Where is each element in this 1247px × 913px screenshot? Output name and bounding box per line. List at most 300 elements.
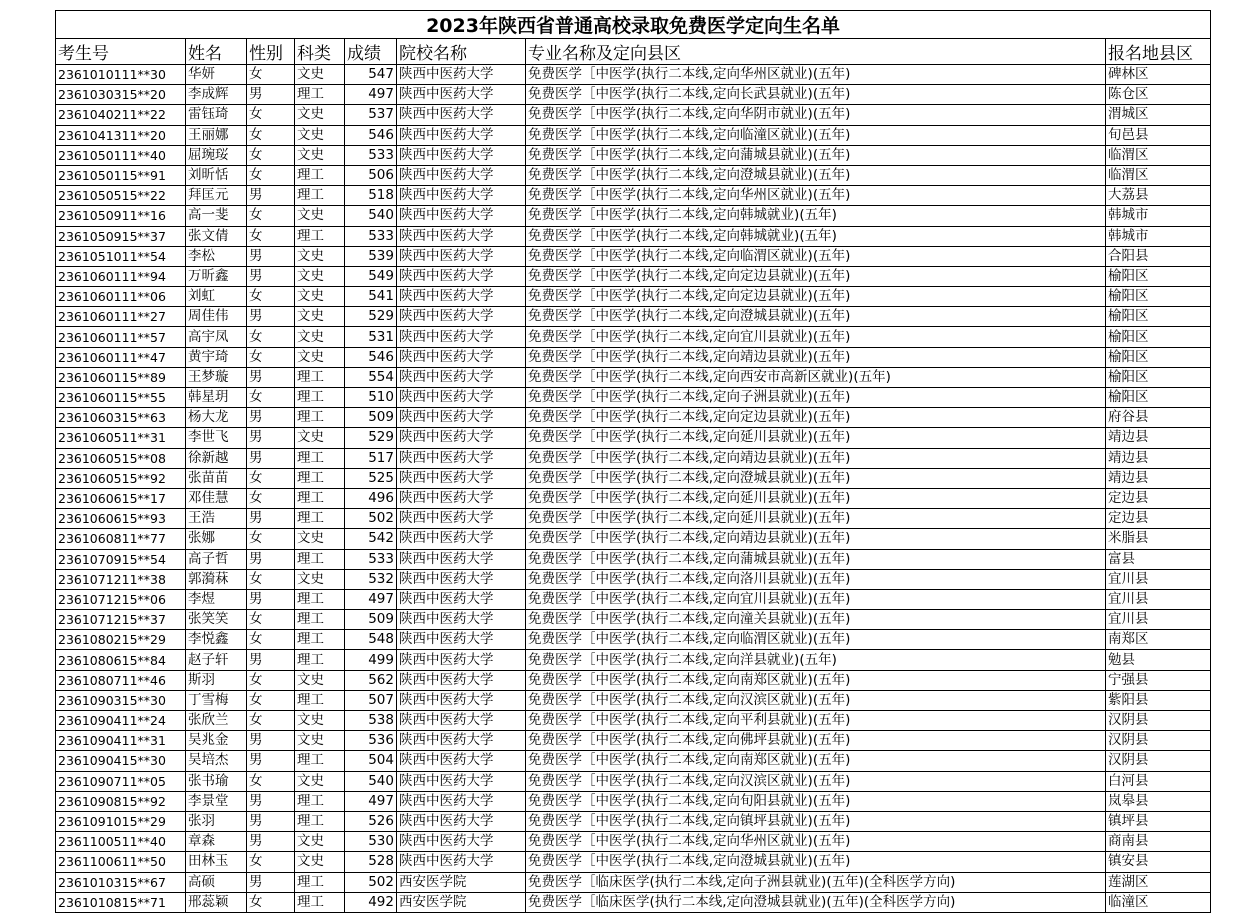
cell-exam-id: 2361090415**30: [56, 751, 186, 771]
cell-major: 免费医学［中医学(执行二本线,定向靖边县就业)(五年): [526, 529, 1106, 549]
cell-major: 免费医学［中医学(执行二本线,定向华州区就业)(五年): [526, 186, 1106, 206]
cell-subject: 文史: [295, 529, 345, 549]
cell-exam-id: 2361091015**29: [56, 811, 186, 831]
header-subject: 科类: [295, 39, 345, 65]
cell-name: 张书瑜: [186, 771, 247, 791]
cell-score: 537: [345, 105, 397, 125]
cell-gender: 女: [247, 529, 295, 549]
cell-school: 陕西中医药大学: [397, 650, 526, 670]
cell-name: 邓佳慧: [186, 488, 247, 508]
cell-region: 宜川县: [1106, 569, 1211, 589]
header-major: 专业名称及定向县区: [526, 39, 1106, 65]
cell-region: 汉阴县: [1106, 751, 1211, 771]
header-row: [56, 39, 1211, 65]
cell-region: 合阳县: [1106, 246, 1211, 266]
cell-subject: 理工: [295, 388, 345, 408]
cell-school: 陕西中医药大学: [397, 408, 526, 428]
cell-school: 陕西中医药大学: [397, 711, 526, 731]
cell-major: 免费医学［中医学(执行二本线,定向洛川县就业)(五年): [526, 569, 1106, 589]
cell-name: 郭漪菻: [186, 569, 247, 589]
cell-exam-id: 2361071211**38: [56, 569, 186, 589]
cell-score: 539: [345, 246, 397, 266]
table-row: [56, 206, 1211, 226]
cell-score: 546: [345, 125, 397, 145]
cell-major: 免费医学［中医学(执行二本线,定向澄城县就业)(五年): [526, 468, 1106, 488]
cell-gender: 女: [247, 287, 295, 307]
cell-score: 540: [345, 771, 397, 791]
cell-region: 宜川县: [1106, 610, 1211, 630]
title-row: [56, 11, 1211, 39]
cell-school: 陕西中医药大学: [397, 307, 526, 327]
cell-subject: 文史: [295, 852, 345, 872]
cell-name: 王浩: [186, 509, 247, 529]
table-row: [56, 892, 1211, 912]
cell-gender: 男: [247, 509, 295, 529]
cell-score: 506: [345, 165, 397, 185]
cell-region: 临潼区: [1106, 892, 1211, 912]
cell-region: 榆阳区: [1106, 327, 1211, 347]
cell-region: 临渭区: [1106, 145, 1211, 165]
cell-score: 548: [345, 630, 397, 650]
cell-gender: 女: [247, 105, 295, 125]
cell-subject: 文史: [295, 307, 345, 327]
table-row: [56, 287, 1211, 307]
cell-school: 陕西中医药大学: [397, 751, 526, 771]
cell-major: 免费医学［中医学(执行二本线,定向南郑区就业)(五年): [526, 751, 1106, 771]
cell-major: 免费医学［中医学(执行二本线,定向靖边县就业)(五年): [526, 448, 1106, 468]
cell-exam-id: 2361010815**71: [56, 892, 186, 912]
cell-name: 张文倩: [186, 226, 247, 246]
cell-name: 刘虹: [186, 287, 247, 307]
cell-score: 542: [345, 529, 397, 549]
cell-school: 陕西中医药大学: [397, 145, 526, 165]
table-row: [56, 347, 1211, 367]
cell-subject: 文史: [295, 428, 345, 448]
cell-school: 陕西中医药大学: [397, 610, 526, 630]
cell-score: 509: [345, 610, 397, 630]
cell-major: 免费医学［中医学(执行二本线,定向长武县就业)(五年): [526, 85, 1106, 105]
cell-school: 陕西中医药大学: [397, 226, 526, 246]
cell-score: 507: [345, 690, 397, 710]
cell-score: 526: [345, 811, 397, 831]
cell-exam-id: 2361060615**17: [56, 488, 186, 508]
cell-school: 陕西中医药大学: [397, 690, 526, 710]
cell-exam-id: 2361080615**84: [56, 650, 186, 670]
cell-exam-id: 2361010315**67: [56, 872, 186, 892]
cell-exam-id: 2361071215**06: [56, 589, 186, 609]
cell-school: 陕西中医药大学: [397, 206, 526, 226]
cell-score: 540: [345, 206, 397, 226]
cell-exam-id: 2361041311**20: [56, 125, 186, 145]
cell-school: 陕西中医药大学: [397, 186, 526, 206]
cell-subject: 文史: [295, 832, 345, 852]
cell-region: 榆阳区: [1106, 266, 1211, 286]
table-row: [56, 307, 1211, 327]
cell-major: 免费医学［临床医学(执行二本线,定向子洲县就业)(五年)(全科医学方向): [526, 872, 1106, 892]
cell-name: 高子哲: [186, 549, 247, 569]
cell-gender: 女: [247, 569, 295, 589]
cell-school: 陕西中医药大学: [397, 105, 526, 125]
cell-gender: 男: [247, 85, 295, 105]
cell-major: 免费医学［中医学(执行二本线,定向蒲城县就业)(五年): [526, 549, 1106, 569]
cell-school: 陕西中医药大学: [397, 509, 526, 529]
cell-gender: 男: [247, 408, 295, 428]
cell-subject: 文史: [295, 145, 345, 165]
cell-gender: 女: [247, 488, 295, 508]
table-row: [56, 65, 1211, 85]
cell-score: 492: [345, 892, 397, 912]
cell-region: 韩城市: [1106, 226, 1211, 246]
cell-exam-id: 2361090411**31: [56, 731, 186, 751]
table-row: [56, 811, 1211, 831]
cell-school: 西安医学院: [397, 872, 526, 892]
table-row: [56, 650, 1211, 670]
cell-score: 504: [345, 751, 397, 771]
table-row: [56, 509, 1211, 529]
cell-score: 538: [345, 711, 397, 731]
cell-subject: 文史: [295, 670, 345, 690]
cell-exam-id: 2361060515**08: [56, 448, 186, 468]
table-row: [56, 327, 1211, 347]
cell-school: 陕西中医药大学: [397, 125, 526, 145]
cell-subject: 文史: [295, 206, 345, 226]
cell-subject: 文史: [295, 125, 345, 145]
cell-gender: 女: [247, 347, 295, 367]
cell-gender: 男: [247, 428, 295, 448]
cell-score: 530: [345, 832, 397, 852]
cell-region: 镇安县: [1106, 852, 1211, 872]
cell-subject: 理工: [295, 509, 345, 529]
cell-subject: 文史: [295, 246, 345, 266]
cell-major: 免费医学［临床医学(执行二本线,定向澄城县就业)(五年)(全科医学方向): [526, 892, 1106, 912]
cell-gender: 女: [247, 145, 295, 165]
cell-score: 531: [345, 327, 397, 347]
cell-name: 吴培杰: [186, 751, 247, 771]
cell-exam-id: 2361090411**24: [56, 711, 186, 731]
cell-name: 李煜: [186, 589, 247, 609]
cell-region: 靖边县: [1106, 448, 1211, 468]
cell-school: 陕西中医药大学: [397, 347, 526, 367]
cell-exam-id: 2361051011**54: [56, 246, 186, 266]
cell-gender: 男: [247, 751, 295, 771]
cell-major: 免费医学［中医学(执行二本线,定向延川县就业)(五年): [526, 509, 1106, 529]
table-row: [56, 388, 1211, 408]
cell-score: 554: [345, 367, 397, 387]
cell-region: 米脂县: [1106, 529, 1211, 549]
cell-gender: 女: [247, 327, 295, 347]
cell-exam-id: 2361080215**29: [56, 630, 186, 650]
cell-score: 525: [345, 468, 397, 488]
cell-gender: 女: [247, 690, 295, 710]
cell-exam-id: 2361060115**55: [56, 388, 186, 408]
cell-score: 517: [345, 448, 397, 468]
cell-name: 拜匡元: [186, 186, 247, 206]
cell-major: 免费医学［中医学(执行二本线,定向澄城县就业)(五年): [526, 165, 1106, 185]
cell-gender: 男: [247, 186, 295, 206]
cell-gender: 女: [247, 852, 295, 872]
cell-school: 陕西中医药大学: [397, 85, 526, 105]
cell-subject: 文史: [295, 327, 345, 347]
cell-exam-id: 2361060511**31: [56, 428, 186, 448]
cell-exam-id: 2361060515**92: [56, 468, 186, 488]
cell-gender: 男: [247, 832, 295, 852]
cell-exam-id: 2361050111**40: [56, 145, 186, 165]
cell-exam-id: 2361060111**47: [56, 347, 186, 367]
cell-exam-id: 2361050911**16: [56, 206, 186, 226]
cell-subject: 理工: [295, 367, 345, 387]
cell-score: 509: [345, 408, 397, 428]
cell-name: 韩星玥: [186, 388, 247, 408]
cell-name: 杨大龙: [186, 408, 247, 428]
table-row: [56, 549, 1211, 569]
table-row: [56, 751, 1211, 771]
cell-score: 536: [345, 731, 397, 751]
cell-region: 碑林区: [1106, 65, 1211, 85]
cell-major: 免费医学［中医学(执行二本线,定向定边县就业)(五年): [526, 287, 1106, 307]
cell-major: 免费医学［中医学(执行二本线,定向旬阳县就业)(五年): [526, 791, 1106, 811]
cell-gender: 女: [247, 630, 295, 650]
cell-school: 陕西中医药大学: [397, 549, 526, 569]
cell-region: 韩城市: [1106, 206, 1211, 226]
table-row: [56, 226, 1211, 246]
cell-score: 497: [345, 85, 397, 105]
cell-gender: 男: [247, 246, 295, 266]
cell-gender: 男: [247, 367, 295, 387]
cell-region: 定边县: [1106, 488, 1211, 508]
cell-name: 张娜: [186, 529, 247, 549]
cell-name: 黄宇琦: [186, 347, 247, 367]
cell-major: 免费医学［中医学(执行二本线,定向澄城县就业)(五年): [526, 307, 1106, 327]
cell-gender: 女: [247, 226, 295, 246]
table-row: [56, 832, 1211, 852]
table-row: [56, 670, 1211, 690]
cell-name: 张欣兰: [186, 711, 247, 731]
cell-score: 499: [345, 650, 397, 670]
cell-region: 大荔县: [1106, 186, 1211, 206]
cell-major: 免费医学［中医学(执行二本线,定向澄城县就业)(五年): [526, 852, 1106, 872]
cell-name: 华妍: [186, 65, 247, 85]
table-row: [56, 711, 1211, 731]
cell-score: 533: [345, 145, 397, 165]
cell-exam-id: 2361060811**77: [56, 529, 186, 549]
cell-subject: 理工: [295, 791, 345, 811]
cell-subject: 理工: [295, 811, 345, 831]
cell-exam-id: 2361060615**93: [56, 509, 186, 529]
cell-score: 510: [345, 388, 397, 408]
cell-score: 547: [345, 65, 397, 85]
cell-name: 高硕: [186, 872, 247, 892]
cell-exam-id: 2361060111**94: [56, 266, 186, 286]
cell-gender: 女: [247, 610, 295, 630]
cell-score: 533: [345, 226, 397, 246]
header-score: 成绩: [345, 39, 397, 65]
cell-school: 陕西中医药大学: [397, 246, 526, 266]
cell-school: 陕西中医药大学: [397, 287, 526, 307]
cell-name: 万昕鑫: [186, 266, 247, 286]
table-row: [56, 791, 1211, 811]
cell-region: 南郑区: [1106, 630, 1211, 650]
cell-exam-id: 2361050515**22: [56, 186, 186, 206]
cell-gender: 男: [247, 589, 295, 609]
cell-region: 莲湖区: [1106, 872, 1211, 892]
cell-major: 免费医学［中医学(执行二本线,定向宜川县就业)(五年): [526, 589, 1106, 609]
cell-gender: 男: [247, 307, 295, 327]
cell-score: 546: [345, 347, 397, 367]
cell-score: 502: [345, 872, 397, 892]
cell-region: 宁强县: [1106, 670, 1211, 690]
table-row: [56, 468, 1211, 488]
cell-score: 502: [345, 509, 397, 529]
cell-subject: 理工: [295, 751, 345, 771]
cell-name: 斯羽: [186, 670, 247, 690]
table-row: [56, 610, 1211, 630]
cell-subject: 理工: [295, 589, 345, 609]
cell-subject: 理工: [295, 226, 345, 246]
cell-school: 陕西中医药大学: [397, 448, 526, 468]
cell-subject: 文史: [295, 711, 345, 731]
cell-exam-id: 2361060315**63: [56, 408, 186, 428]
cell-subject: 理工: [295, 186, 345, 206]
table-row: [56, 125, 1211, 145]
table-row: [56, 105, 1211, 125]
cell-school: 陕西中医药大学: [397, 529, 526, 549]
table-body: [56, 65, 1211, 913]
cell-school: 陕西中医药大学: [397, 388, 526, 408]
cell-school: 陕西中医药大学: [397, 771, 526, 791]
cell-name: 高宇凤: [186, 327, 247, 347]
cell-score: 541: [345, 287, 397, 307]
cell-score: 529: [345, 428, 397, 448]
cell-school: 陕西中医药大学: [397, 266, 526, 286]
cell-gender: 男: [247, 549, 295, 569]
cell-exam-id: 2361070915**54: [56, 549, 186, 569]
cell-subject: 理工: [295, 630, 345, 650]
cell-name: 高一斐: [186, 206, 247, 226]
cell-subject: 文史: [295, 105, 345, 125]
cell-region: 旬邑县: [1106, 125, 1211, 145]
cell-gender: 男: [247, 731, 295, 751]
cell-name: 徐新越: [186, 448, 247, 468]
cell-exam-id: 2361100611**50: [56, 852, 186, 872]
cell-name: 王梦璇: [186, 367, 247, 387]
cell-subject: 文史: [295, 569, 345, 589]
cell-name: 李悦鑫: [186, 630, 247, 650]
table-row: [56, 529, 1211, 549]
cell-gender: 女: [247, 468, 295, 488]
cell-name: 章森: [186, 832, 247, 852]
cell-major: 免费医学［中医学(执行二本线,定向靖边县就业)(五年): [526, 347, 1106, 367]
table-row: [56, 266, 1211, 286]
cell-subject: 理工: [295, 165, 345, 185]
table-row: [56, 690, 1211, 710]
cell-school: 陕西中医药大学: [397, 428, 526, 448]
cell-school: 陕西中医药大学: [397, 791, 526, 811]
cell-name: 雷钰琦: [186, 105, 247, 125]
cell-gender: 女: [247, 125, 295, 145]
table-title: 2023年陕西省普通高校录取免费医学定向生名单: [56, 11, 1211, 39]
cell-region: 榆阳区: [1106, 367, 1211, 387]
table-row: [56, 145, 1211, 165]
cell-school: 陕西中医药大学: [397, 670, 526, 690]
cell-major: 免费医学［中医学(执行二本线,定向佛坪县就业)(五年): [526, 731, 1106, 751]
cell-school: 陕西中医药大学: [397, 488, 526, 508]
cell-score: 562: [345, 670, 397, 690]
cell-score: 533: [345, 549, 397, 569]
cell-region: 岚皋县: [1106, 791, 1211, 811]
cell-region: 靖边县: [1106, 468, 1211, 488]
table-row: [56, 872, 1211, 892]
cell-major: 免费医学［中医学(执行二本线,定向镇坪县就业)(五年): [526, 811, 1106, 831]
cell-exam-id: 2361060111**06: [56, 287, 186, 307]
cell-score: 497: [345, 791, 397, 811]
table-row: [56, 165, 1211, 185]
cell-subject: 理工: [295, 488, 345, 508]
cell-school: 陕西中医药大学: [397, 630, 526, 650]
cell-major: 免费医学［中医学(执行二本线,定向南郑区就业)(五年): [526, 670, 1106, 690]
cell-exam-id: 2361090815**92: [56, 791, 186, 811]
cell-subject: 理工: [295, 468, 345, 488]
cell-region: 紫阳县: [1106, 690, 1211, 710]
cell-subject: 文史: [295, 266, 345, 286]
cell-subject: 理工: [295, 549, 345, 569]
cell-school: 陕西中医药大学: [397, 832, 526, 852]
cell-exam-id: 2361030315**20: [56, 85, 186, 105]
cell-major: 免费医学［中医学(执行二本线,定向定边县就业)(五年): [526, 408, 1106, 428]
cell-name: 王丽娜: [186, 125, 247, 145]
cell-name: 李世飞: [186, 428, 247, 448]
cell-gender: 女: [247, 388, 295, 408]
cell-gender: 男: [247, 650, 295, 670]
cell-school: 陕西中医药大学: [397, 569, 526, 589]
header-region: 报名地县区: [1106, 39, 1211, 65]
cell-school: 陕西中医药大学: [397, 852, 526, 872]
cell-region: 宜川县: [1106, 589, 1211, 609]
cell-major: 免费医学［中医学(执行二本线,定向延川县就业)(五年): [526, 488, 1106, 508]
header-school: 院校名称: [397, 39, 526, 65]
cell-name: 丁雪梅: [186, 690, 247, 710]
cell-major: 免费医学［中医学(执行二本线,定向西安市高新区就业)(五年): [526, 367, 1106, 387]
cell-school: 陕西中医药大学: [397, 811, 526, 831]
cell-gender: 男: [247, 791, 295, 811]
cell-subject: 理工: [295, 892, 345, 912]
cell-school: 陕西中医药大学: [397, 731, 526, 751]
table-row: [56, 85, 1211, 105]
cell-subject: 文史: [295, 347, 345, 367]
cell-score: 529: [345, 307, 397, 327]
cell-major: 免费医学［中医学(执行二本线,定向潼关县就业)(五年): [526, 610, 1106, 630]
cell-name: 田林玉: [186, 852, 247, 872]
cell-major: 免费医学［中医学(执行二本线,定向延川县就业)(五年): [526, 428, 1106, 448]
cell-score: 549: [345, 266, 397, 286]
header-exam-id: 考生号: [56, 39, 186, 65]
cell-exam-id: 2361050915**37: [56, 226, 186, 246]
cell-school: 西安医学院: [397, 892, 526, 912]
cell-gender: 女: [247, 711, 295, 731]
cell-score: 528: [345, 852, 397, 872]
cell-subject: 文史: [295, 65, 345, 85]
cell-subject: 理工: [295, 448, 345, 468]
cell-name: 李景堂: [186, 791, 247, 811]
cell-major: 免费医学［中医学(执行二本线,定向平利县就业)(五年): [526, 711, 1106, 731]
cell-name: 李松: [186, 246, 247, 266]
cell-subject: 理工: [295, 872, 345, 892]
table-row: [56, 246, 1211, 266]
cell-subject: 文史: [295, 731, 345, 751]
cell-major: 免费医学［中医学(执行二本线,定向宜川县就业)(五年): [526, 327, 1106, 347]
cell-region: 榆阳区: [1106, 287, 1211, 307]
cell-major: 免费医学［中医学(执行二本线,定向华州区就业)(五年): [526, 65, 1106, 85]
cell-region: 汉阴县: [1106, 731, 1211, 751]
